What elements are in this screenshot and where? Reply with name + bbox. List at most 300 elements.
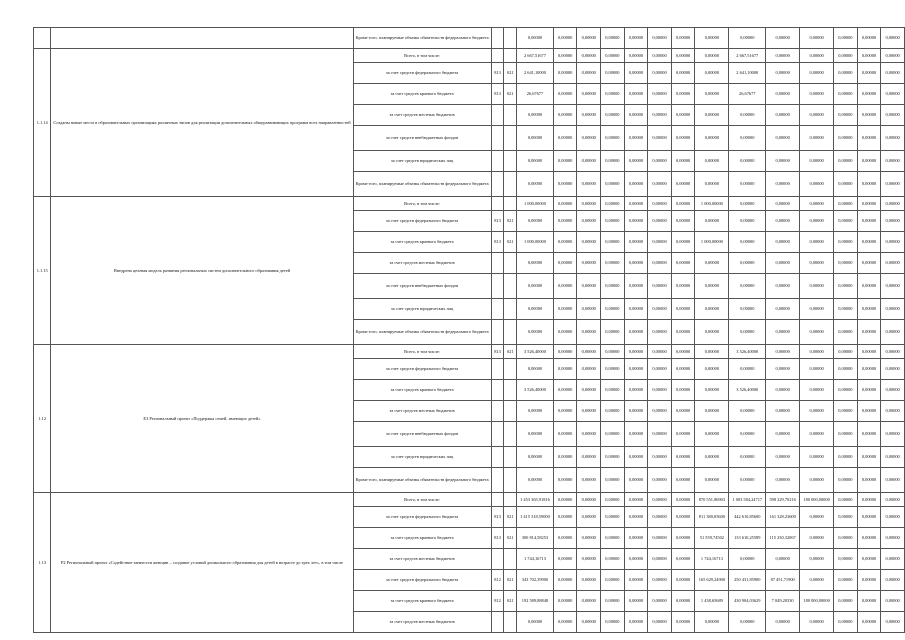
code-section (504, 612, 517, 633)
amount-cell: 0,00000 (517, 401, 554, 422)
amount-cell: 0,00000 (553, 105, 577, 126)
amount-cell: 0,00000 (695, 345, 729, 359)
funding-source: за счет средств краевого бюджета (353, 591, 491, 612)
amount-cell: 0,00000 (834, 380, 858, 401)
row-name (51, 28, 353, 49)
code-section (504, 49, 517, 63)
amount-cell: 0,00000 (800, 612, 834, 633)
funding-source: за счет средств юридических лиц (353, 151, 491, 172)
amount-cell: 0,00000 (648, 359, 672, 380)
amount-cell: 0,00000 (881, 591, 905, 612)
amount-cell: 0,00000 (624, 253, 648, 274)
amount-cell: 0,00000 (695, 380, 729, 401)
amount-cell: 0,00000 (695, 63, 729, 84)
amount-cell: 0,00000 (695, 28, 729, 49)
amount-cell: 0,00000 (601, 274, 625, 299)
amount-cell: 0,00000 (577, 359, 601, 380)
amount-cell: 0,00000 (800, 105, 834, 126)
amount-cell: 0,00000 (857, 299, 881, 320)
amount-cell: 0,00000 (601, 126, 625, 151)
amount-cell: 0,00000 (857, 84, 881, 105)
amount-cell: 0,00000 (671, 528, 695, 549)
amount-cell: 0,00000 (695, 84, 729, 105)
amount-cell: 0,00000 (695, 299, 729, 320)
funding-source: за счет средств местных бюджетов (353, 549, 491, 570)
amount-cell: 0,00000 (695, 468, 729, 493)
amount-cell: 0,00000 (553, 380, 577, 401)
amount-cell: 0,00000 (624, 612, 648, 633)
amount-cell: 0,00000 (729, 151, 766, 172)
amount-cell: 0,00000 (553, 211, 577, 232)
amount-cell: 1 744,16713 (695, 549, 729, 570)
amount-cell: 0,00000 (881, 49, 905, 63)
amount-cell: 0,00000 (881, 507, 905, 528)
amount-cell: 0,00000 (800, 151, 834, 172)
amount-cell: 0,00000 (881, 299, 905, 320)
table-row (34, 493, 905, 507)
amount-cell: 0,00000 (881, 447, 905, 468)
table-row (34, 197, 905, 211)
amount-cell: 3 526,40000 (729, 345, 766, 359)
amount-cell: 0,00000 (881, 380, 905, 401)
amount-cell: 0,00000 (624, 570, 648, 591)
code-section: 021 (504, 232, 517, 253)
amount-cell: 0,00000 (834, 447, 858, 468)
amount-cell: 0,00000 (800, 570, 834, 591)
amount-cell: 1 000,00000 (517, 197, 554, 211)
amount-cell: 0,00000 (857, 151, 881, 172)
amount-cell: 0,00000 (766, 211, 800, 232)
amount-cell: 0,00000 (577, 507, 601, 528)
amount-cell: 0,00000 (553, 468, 577, 493)
amount-cell: 598 229,70216 (766, 493, 800, 507)
amount-cell: 0,00000 (624, 172, 648, 197)
amount-cell: 0,00000 (601, 422, 625, 447)
amount-cell: 0,00000 (577, 528, 601, 549)
funding-source: за счет средств местных бюджетов (353, 612, 491, 633)
code-section (504, 401, 517, 422)
amount-cell: 811 380,05600 (695, 507, 729, 528)
amount-cell: 0,00000 (800, 232, 834, 253)
amount-cell: 0,00000 (671, 447, 695, 468)
amount-cell: 0,00000 (800, 126, 834, 151)
amount-cell: 0,00000 (766, 49, 800, 63)
funding-source: Кроме того, планируемые объемы обязательств федерального бюджета (353, 468, 491, 493)
amount-cell: 0,00000 (624, 28, 648, 49)
budget-table-body (34, 28, 905, 633)
amount-cell: 0,00000 (834, 211, 858, 232)
amount-cell: 0,00000 (601, 380, 625, 401)
amount-cell: 0,00000 (648, 528, 672, 549)
amount-cell: 0,00000 (800, 28, 834, 49)
funding-source: за счет средств краевого бюджета (353, 232, 491, 253)
amount-cell: 0,00000 (857, 253, 881, 274)
amount-cell: 0,00000 (834, 28, 858, 49)
amount-cell: 0,00000 (577, 401, 601, 422)
amount-cell: 0,00000 (857, 468, 881, 493)
amount-cell: 0,00000 (671, 274, 695, 299)
amount-cell: 0,00000 (695, 126, 729, 151)
code-grbs (491, 549, 504, 570)
amount-cell: 0,00000 (881, 528, 905, 549)
amount-cell: 0,00000 (729, 253, 766, 274)
amount-cell: 192 589,88848 (517, 591, 554, 612)
amount-cell: 0,00000 (857, 274, 881, 299)
amount-cell: 0,00000 (577, 126, 601, 151)
amount-cell: 26,67677 (729, 84, 766, 105)
amount-cell: 0,00000 (729, 211, 766, 232)
amount-cell: 0,00000 (517, 274, 554, 299)
amount-cell: 0,00000 (671, 507, 695, 528)
amount-cell: 0,00000 (517, 172, 554, 197)
row-number: 1.12 (34, 345, 51, 493)
funding-source: за счет средств федерального бюджета (353, 63, 491, 84)
amount-cell: 0,00000 (648, 105, 672, 126)
amount-cell: 0,00000 (857, 28, 881, 49)
code-section (504, 172, 517, 197)
amount-cell: 0,00000 (648, 401, 672, 422)
amount-cell: 0,00000 (729, 126, 766, 151)
amount-cell: 0,00000 (648, 126, 672, 151)
amount-cell: 0,00000 (553, 299, 577, 320)
amount-cell: 0,00000 (553, 253, 577, 274)
amount-cell: 0,00000 (671, 493, 695, 507)
amount-cell: 0,00000 (601, 320, 625, 345)
code-grbs (491, 493, 504, 507)
amount-cell: 0,00000 (766, 359, 800, 380)
amount-cell: 0,00000 (671, 151, 695, 172)
amount-cell: 0,00000 (553, 49, 577, 63)
amount-cell: 0,00000 (800, 401, 834, 422)
amount-cell: 0,00000 (601, 345, 625, 359)
code-section (504, 105, 517, 126)
amount-cell: 0,00000 (553, 320, 577, 345)
amount-cell: 0,00000 (800, 528, 834, 549)
amount-cell: 0,00000 (671, 359, 695, 380)
amount-cell: 0,00000 (834, 320, 858, 345)
table-row (34, 345, 905, 359)
amount-cell: 26,67677 (517, 84, 554, 105)
amount-cell: 0,00000 (648, 49, 672, 63)
amount-cell: 0,00000 (553, 28, 577, 49)
funding-source: за счет средств местных бюджетов (353, 253, 491, 274)
amount-cell: 0,00000 (857, 105, 881, 126)
amount-cell: 0,00000 (624, 422, 648, 447)
amount-cell: 0,00000 (671, 105, 695, 126)
amount-cell: 0,00000 (834, 299, 858, 320)
amount-cell: 0,00000 (577, 84, 601, 105)
amount-cell: 0,00000 (881, 28, 905, 49)
amount-cell: 0,00000 (624, 126, 648, 151)
amount-cell: 0,00000 (695, 151, 729, 172)
amount-cell: 0,00000 (671, 126, 695, 151)
amount-cell: 0,00000 (624, 468, 648, 493)
code-grbs: 813 (491, 211, 504, 232)
row-name: P2 Региональный проект «Содействие занятости женщин – создание условий дошкольного образования для детей в возрасте до трех лет», в том числе (51, 493, 353, 633)
amount-cell: 0,00000 (881, 422, 905, 447)
amount-cell: 0,00000 (834, 401, 858, 422)
amount-cell: 0,00000 (695, 401, 729, 422)
amount-cell: 0,00000 (671, 380, 695, 401)
amount-cell: 1 000,00000 (695, 232, 729, 253)
amount-cell: 0,00000 (553, 528, 577, 549)
amount-cell: 0,00000 (881, 151, 905, 172)
amount-cell: 0,00000 (729, 232, 766, 253)
amount-cell: 0,00000 (553, 591, 577, 612)
amount-cell: 0,00000 (695, 105, 729, 126)
amount-cell: 0,00000 (729, 197, 766, 211)
amount-cell: 0,00000 (766, 105, 800, 126)
amount-cell: 0,00000 (729, 549, 766, 570)
amount-cell: 0,00000 (601, 528, 625, 549)
amount-cell: 0,00000 (671, 211, 695, 232)
amount-cell: 0,00000 (834, 507, 858, 528)
amount-cell: 51 559,74502 (695, 528, 729, 549)
amount-cell: 3 526,40000 (517, 380, 554, 401)
funding-source: Всего, в том числе: (353, 493, 491, 507)
amount-cell: 0,00000 (624, 528, 648, 549)
amount-cell: 0,00000 (671, 172, 695, 197)
amount-cell: 0,00000 (648, 612, 672, 633)
funding-source: за счет средств краевого бюджета (353, 84, 491, 105)
amount-cell: 0,00000 (601, 49, 625, 63)
funding-source: Кроме того, планируемые объемы обязательств федерального бюджета (353, 28, 491, 49)
code-grbs (491, 468, 504, 493)
amount-cell: 87 451,71900 (766, 570, 800, 591)
amount-cell: 0,00000 (577, 380, 601, 401)
amount-cell: 0,00000 (881, 105, 905, 126)
amount-cell: 0,00000 (624, 197, 648, 211)
amount-cell: 0,00000 (766, 232, 800, 253)
amount-cell: 0,00000 (766, 126, 800, 151)
amount-cell: 0,00000 (729, 299, 766, 320)
amount-cell: 0,00000 (881, 84, 905, 105)
amount-cell: 0,00000 (517, 299, 554, 320)
amount-cell: 0,00000 (577, 447, 601, 468)
amount-cell: 180 000,00000 (800, 591, 834, 612)
code-grbs: 813 (491, 507, 504, 528)
amount-cell: 0,00000 (857, 345, 881, 359)
amount-cell: 0,00000 (517, 612, 554, 633)
amount-cell: 0,00000 (517, 211, 554, 232)
amount-cell: 0,00000 (857, 320, 881, 345)
amount-cell: 0,00000 (601, 211, 625, 232)
row-number: 1.1.15 (34, 197, 51, 345)
amount-cell: 0,00000 (729, 468, 766, 493)
amount-cell: 0,00000 (857, 493, 881, 507)
amount-cell: 0,00000 (624, 320, 648, 345)
amount-cell: 0,00000 (648, 28, 672, 49)
amount-cell: 0,00000 (577, 320, 601, 345)
amount-cell: 0,00000 (857, 447, 881, 468)
amount-cell: 0,00000 (648, 274, 672, 299)
amount-cell: 0,00000 (577, 28, 601, 49)
amount-cell: 442 610,85600 (729, 507, 766, 528)
amount-cell: 133 610,25589 (729, 528, 766, 549)
amount-cell: 0,00000 (800, 253, 834, 274)
amount-cell: 0,00000 (517, 320, 554, 345)
amount-cell: 0,00000 (517, 253, 554, 274)
amount-cell: 0,00000 (553, 549, 577, 570)
amount-cell: 0,00000 (834, 528, 858, 549)
code-grbs (491, 274, 504, 299)
amount-cell: 0,00000 (800, 274, 834, 299)
funding-source: за счет средств федерального бюджета (353, 359, 491, 380)
amount-cell: 0,00000 (553, 172, 577, 197)
amount-cell: 0,00000 (648, 570, 672, 591)
amount-cell: 0,00000 (671, 63, 695, 84)
amount-cell: 250 431,85900 (729, 570, 766, 591)
amount-cell: 0,00000 (517, 447, 554, 468)
row-name: Внедрена целевая модель развития региональных систем дополнительного образования детей (51, 197, 353, 345)
amount-cell: 0,00000 (648, 299, 672, 320)
amount-cell: 0,00000 (648, 345, 672, 359)
code-section: 021 (504, 63, 517, 84)
amount-cell: 0,00000 (553, 507, 577, 528)
code-grbs: 813 (491, 63, 504, 84)
amount-cell: 0,00000 (766, 197, 800, 211)
code-section (504, 549, 517, 570)
amount-cell: 0,00000 (577, 570, 601, 591)
amount-cell: 0,00000 (766, 447, 800, 468)
amount-cell: 0,00000 (648, 493, 672, 507)
amount-cell: 3 526,40000 (729, 380, 766, 401)
amount-cell: 0,00000 (766, 380, 800, 401)
funding-source: за счет средств федерального бюджета (353, 570, 491, 591)
amount-cell: 0,00000 (601, 151, 625, 172)
code-section (504, 493, 517, 507)
amount-cell: 0,00000 (695, 359, 729, 380)
amount-cell: 0,00000 (695, 320, 729, 345)
amount-cell: 0,00000 (881, 172, 905, 197)
code-grbs: 813 (491, 84, 504, 105)
amount-cell: 0,00000 (800, 320, 834, 345)
amount-cell: 870 551,86903 (695, 493, 729, 507)
amount-cell: 0,00000 (857, 422, 881, 447)
funding-source: за счет средств юридических лиц (353, 447, 491, 468)
amount-cell: 0,00000 (881, 549, 905, 570)
funding-source: за счет средств местных бюджетов (353, 105, 491, 126)
amount-cell: 0,00000 (671, 197, 695, 211)
amount-cell: 1 415 318,59000 (517, 507, 554, 528)
amount-cell: 0,00000 (671, 468, 695, 493)
code-section: 021 (504, 528, 517, 549)
code-section (504, 320, 517, 345)
amount-cell: 0,00000 (857, 591, 881, 612)
amount-cell: 0,00000 (800, 49, 834, 63)
amount-cell: 0,00000 (517, 126, 554, 151)
amount-cell: 0,00000 (577, 493, 601, 507)
amount-cell: 0,00000 (624, 49, 648, 63)
amount-cell: 0,00000 (624, 401, 648, 422)
code-grbs (491, 253, 504, 274)
code-section: 021 (504, 211, 517, 232)
amount-cell: 0,00000 (601, 253, 625, 274)
budget-table (33, 27, 905, 633)
amount-cell: 0,00000 (577, 591, 601, 612)
amount-cell: 0,00000 (553, 63, 577, 84)
amount-cell: 0,00000 (800, 211, 834, 232)
amount-cell: 0,00000 (857, 232, 881, 253)
amount-cell: 0,00000 (671, 320, 695, 345)
amount-cell: 0,00000 (577, 197, 601, 211)
amount-cell: 0,00000 (601, 232, 625, 253)
amount-cell: 165 629,24900 (695, 570, 729, 591)
amount-cell: 0,00000 (881, 63, 905, 84)
amount-cell: 180 000,00000 (800, 493, 834, 507)
amount-cell: 0,00000 (671, 84, 695, 105)
funding-source: Кроме того, планируемые объемы обязательств федерального бюджета (353, 320, 491, 345)
code-section (504, 468, 517, 493)
amount-cell: 343 702,39900 (517, 570, 554, 591)
amount-cell: 0,00000 (601, 447, 625, 468)
amount-cell: 0,00000 (766, 320, 800, 345)
amount-cell: 0,00000 (834, 345, 858, 359)
amount-cell: 0,00000 (766, 468, 800, 493)
amount-cell: 0,00000 (857, 528, 881, 549)
row-number: 1.13 (34, 493, 51, 633)
amount-cell: 0,00000 (857, 401, 881, 422)
amount-cell: 0,00000 (648, 63, 672, 84)
amount-cell: 430 904,03629 (729, 591, 766, 612)
amount-cell: 0,00000 (577, 345, 601, 359)
amount-cell: 1 000,00000 (517, 232, 554, 253)
amount-cell: 0,00000 (729, 422, 766, 447)
amount-cell: 0,00000 (695, 49, 729, 63)
funding-source: Всего, в том числе: (353, 49, 491, 63)
amount-cell: 2 667,51677 (517, 49, 554, 63)
amount-cell: 1 453 365,91816 (517, 493, 554, 507)
amount-cell: 161 328,23600 (766, 507, 800, 528)
amount-cell: 2 641,10000 (517, 63, 554, 84)
amount-cell: 0,00000 (800, 345, 834, 359)
amount-cell: 0,00000 (729, 401, 766, 422)
amount-cell: 0,00000 (881, 359, 905, 380)
amount-cell: 0,00000 (671, 299, 695, 320)
amount-cell: 0,00000 (671, 591, 695, 612)
amount-cell: 0,00000 (624, 591, 648, 612)
amount-cell: 0,00000 (648, 380, 672, 401)
amount-cell: 0,00000 (624, 507, 648, 528)
amount-cell: 0,00000 (601, 507, 625, 528)
amount-cell: 0,00000 (834, 49, 858, 63)
amount-cell: 0,00000 (881, 468, 905, 493)
amount-cell: 0,00000 (553, 422, 577, 447)
code-grbs (491, 612, 504, 633)
amount-cell: 0,00000 (857, 49, 881, 63)
amount-cell: 0,00000 (671, 401, 695, 422)
code-grbs (491, 299, 504, 320)
amount-cell: 0,00000 (800, 549, 834, 570)
amount-cell: 0,00000 (601, 401, 625, 422)
code-section: 021 (504, 507, 517, 528)
amount-cell: 0,00000 (553, 197, 577, 211)
amount-cell: 0,00000 (695, 172, 729, 197)
funding-source: за счет средств федерального бюджета (353, 507, 491, 528)
amount-cell: 0,00000 (766, 253, 800, 274)
amount-cell: 0,00000 (800, 299, 834, 320)
amount-cell: 0,00000 (800, 447, 834, 468)
amount-cell: 0,00000 (834, 612, 858, 633)
amount-cell: 0,00000 (648, 172, 672, 197)
amount-cell: 300 814,58253 (517, 528, 554, 549)
amount-cell: 0,00000 (517, 468, 554, 493)
amount-cell: 3 526,40000 (517, 345, 554, 359)
funding-source: Кроме того, планируемые объемы обязательств федерального бюджета (353, 172, 491, 197)
amount-cell: 0,00000 (601, 493, 625, 507)
amount-cell: 0,00000 (857, 172, 881, 197)
amount-cell: 0,00000 (881, 570, 905, 591)
